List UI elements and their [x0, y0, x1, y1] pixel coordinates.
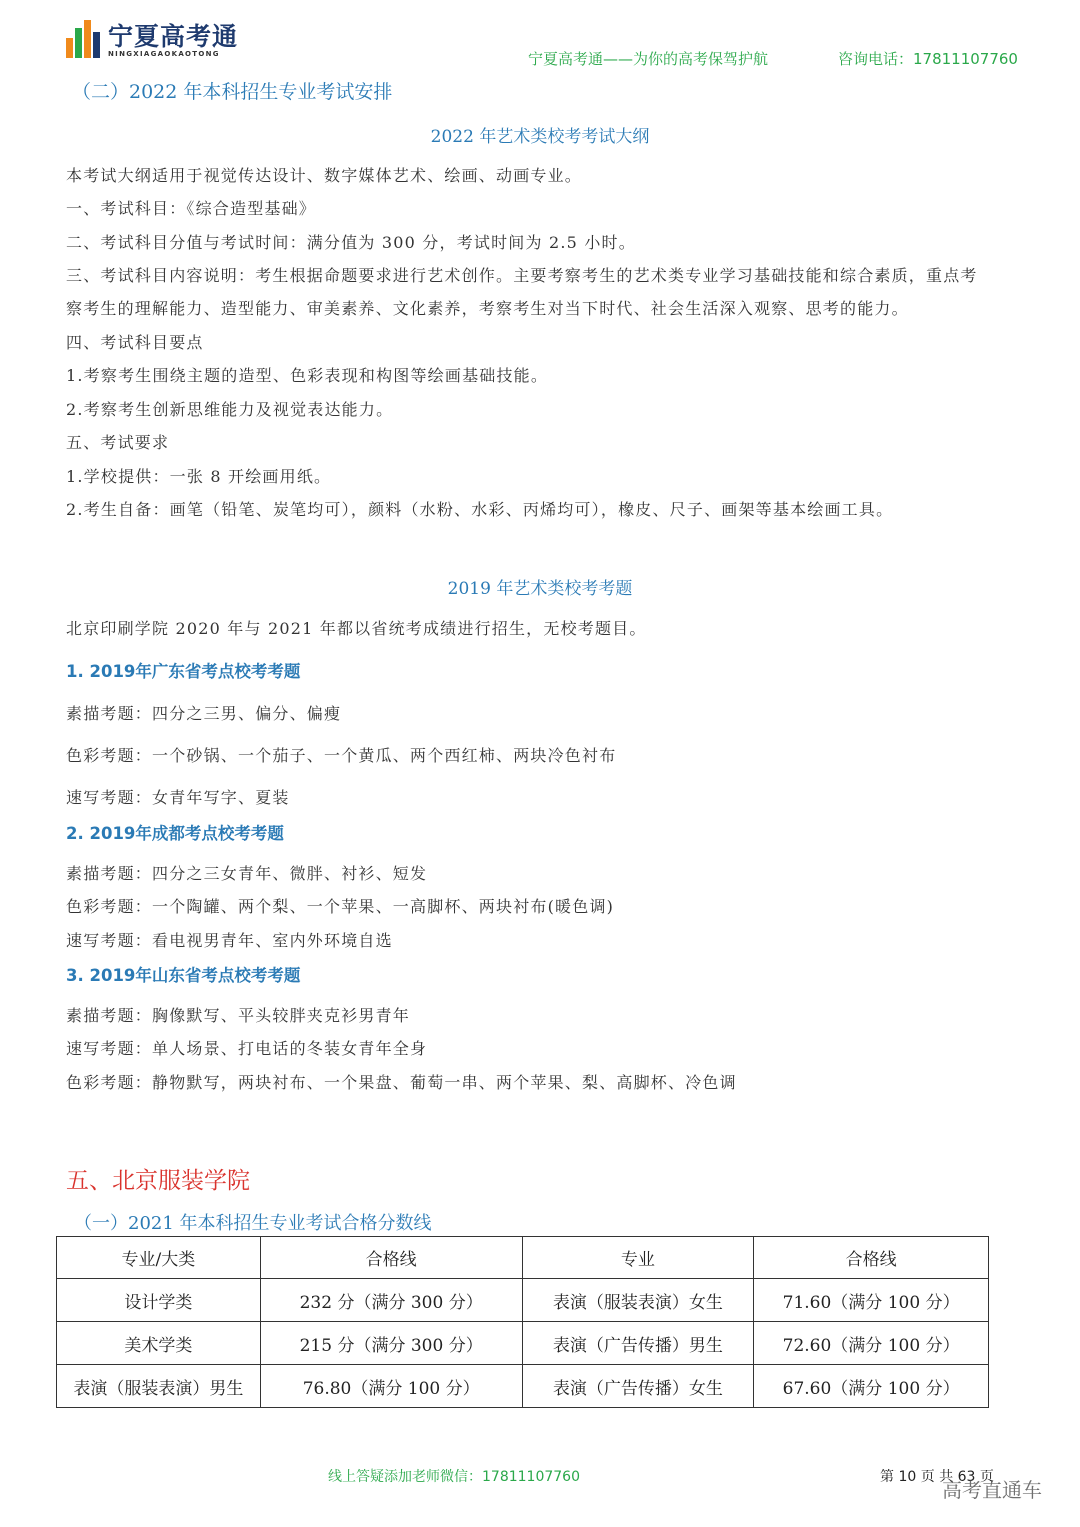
exam-questions-title: 2019 年艺术类校考考题 [447, 579, 633, 599]
question-item: 速写考题：单人场景、打电话的冬装女青年全身 [66, 1039, 428, 1058]
table-header-row [57, 1237, 989, 1279]
table-cell: 67.60（满分 100 分） [754, 1365, 989, 1408]
question-item: 素描考题：四分之三男、偏分、偏瘦 [66, 704, 342, 723]
section-title-exam: （二）2022 年本科招生专业考试安排 [72, 81, 393, 103]
footer-wechat: 线上答疑添加老师微信：17811107760 [328, 1469, 580, 1485]
table-cell: 232 分（满分 300 分） [260, 1279, 522, 1322]
table-row [57, 1279, 989, 1322]
column-header: 专业/大类 [57, 1237, 261, 1279]
syllabus-line: 一、考试科目：《综合造型基础》 [66, 199, 317, 218]
table-cell: 71.60（满分 100 分） [754, 1279, 989, 1322]
syllabus-line: 本考试大纲适用于视觉传达设计、数字媒体艺术、绘画、动画专业。 [66, 166, 583, 185]
logo-pinyin: NINGXIAGAOKAOTONG [108, 50, 220, 58]
column-header: 专业 [522, 1237, 754, 1279]
question-item: 色彩考题：一个陶罐、两个梨、一个苹果、一高脚杯、两块衬布(暖色调) [66, 897, 615, 916]
table-cell: 76.80（满分 100 分） [260, 1365, 522, 1408]
syllabus-line: 五、考试要求 [66, 433, 170, 452]
score-table-title: （一）2021 年本科招生专业考试合格分数线 [74, 1213, 432, 1234]
page-number: 第 10 页 共 63 页 [880, 1469, 994, 1485]
table-cell: 表演（广告传播）女生 [522, 1365, 754, 1408]
table-cell: 表演（广告传播）男生 [522, 1322, 754, 1365]
syllabus-line: 1.考察考生围绕主题的造型、色彩表现和构图等绘画基础技能。 [66, 366, 549, 385]
score-table [56, 1236, 989, 1408]
syllabus-line: 2.考察考生创新思维能力及视觉表达能力。 [66, 400, 394, 419]
table-cell: 表演（服装表演）女生 [522, 1279, 754, 1322]
table-row [57, 1322, 989, 1365]
table-cell: 美术学类 [57, 1322, 261, 1365]
question-item: 速写考题：女青年写字、夏装 [66, 788, 290, 807]
exam-questions-intro: 北京印刷学院 2020 年与 2021 年都以省统考成绩进行招生，无校考题目。 [66, 619, 647, 638]
question-item: 速写考题：看电视男青年、室内外环境自选 [66, 931, 393, 950]
syllabus-line: 三、考试科目内容说明：考生根据命题要求进行艺术创作。主要考察考生的艺术类专业学习基础技能和综合素质，重点考 [66, 266, 978, 285]
question-item: 素描考题：胸像默写、平头较胖夹克衫男青年 [66, 1006, 411, 1025]
header-hotline: 咨询电话：17811107760 [838, 50, 1018, 68]
syllabus-line: 四、考试科目要点 [66, 333, 204, 352]
table-cell: 设计学类 [57, 1279, 261, 1322]
column-header: 合格线 [260, 1237, 522, 1279]
group-heading-shandong: 3. 2019年山东省考点校考考题 [66, 966, 301, 985]
syllabus-line: 察考生的理解能力、造型能力、审美素养、文化素养，考察考生对当下时代、社会生活深入观察、思考的能力。 [66, 299, 909, 318]
group-heading-chengdu: 2. 2019年成都考点校考考题 [66, 824, 284, 843]
watermark: 高考直通车 [942, 1478, 1042, 1502]
question-item: 素描考题：四分之三女青年、微胖、衬衫、短发 [66, 864, 428, 883]
school-title: 五、北京服装学院 [66, 1168, 250, 1194]
table-cell: 72.60（满分 100 分） [754, 1322, 989, 1365]
logo-mark [66, 20, 106, 58]
table-cell: 215 分（满分 300 分） [260, 1322, 522, 1365]
syllabus-title: 2022 年艺术类校考考试大纲 [430, 127, 650, 147]
syllabus-line: 2.考生自备：画笔（铅笔、炭笔均可），颜料（水粉、水彩、丙烯均可），橡皮、尺子、画架等基本绘画工具。 [66, 500, 894, 519]
table-cell: 表演（服装表演）男生 [57, 1365, 261, 1408]
syllabus-line: 1.学校提供：一张 8 开绘画用纸。 [66, 467, 332, 486]
column-header: 合格线 [754, 1237, 989, 1279]
question-item: 色彩考题：一个砂锅、一个茄子、一个黄瓜、两个西红柿、两块冷色衬布 [66, 746, 617, 765]
table-row [57, 1365, 989, 1408]
logo-name: 宁夏高考通 [108, 22, 239, 51]
header-slogan: 宁夏高考通——为你的高考保驾护航 [528, 50, 769, 68]
group-heading-guangdong: 1. 2019年广东省考点校考考题 [66, 662, 301, 681]
question-item: 色彩考题：静物默写，两块衬布、一个果盘、葡萄一串、两个苹果、梨、高脚杯、冷色调 [66, 1073, 737, 1092]
syllabus-line: 二、考试科目分值与考试时间：满分值为 300 分，考试时间为 2.5 小时。 [66, 233, 636, 252]
